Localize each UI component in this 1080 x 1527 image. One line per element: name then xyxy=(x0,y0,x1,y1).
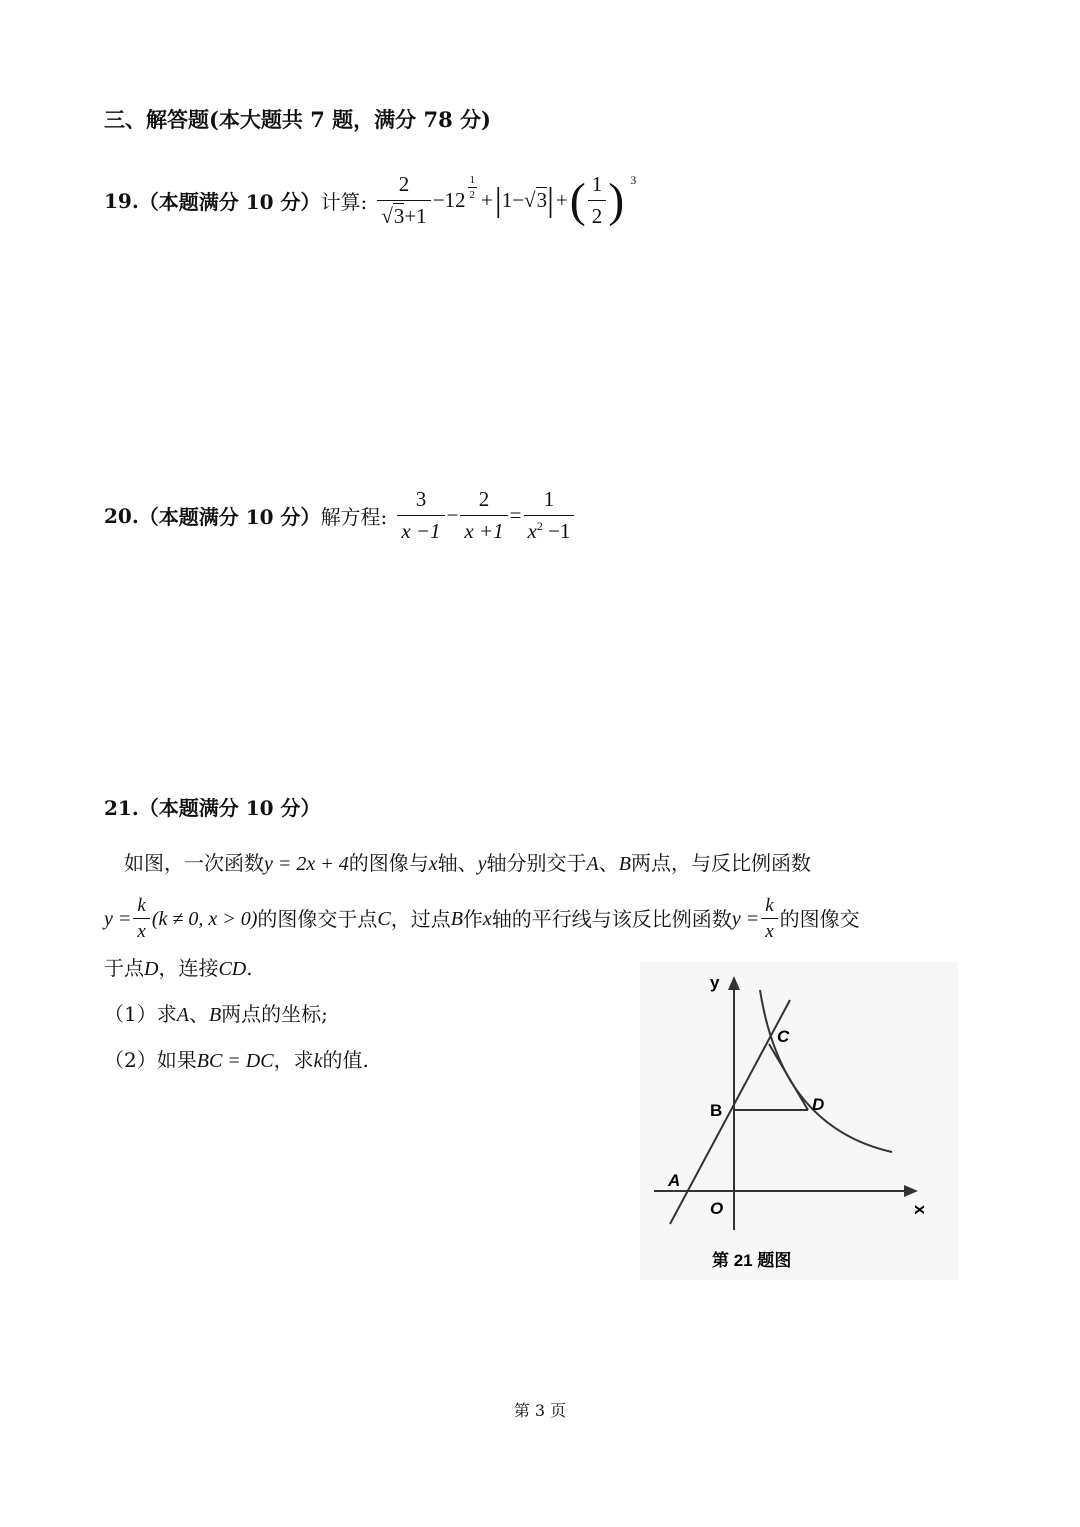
q19-frac-den: √3+1 xyxy=(377,200,430,229)
figure-caption: 第 21 题图 xyxy=(712,1251,792,1270)
question-21-header xyxy=(104,792,321,821)
label-x: x xyxy=(911,1205,930,1215)
q19-minus-12: −12 xyxy=(432,188,466,212)
q19-frac-num: 2 xyxy=(398,172,410,196)
paren-left: ( xyxy=(569,173,586,227)
q20-number: 20. xyxy=(104,503,139,528)
q19-half: $\frac{1}{2}$ xyxy=(588,172,607,229)
q19-fraction xyxy=(377,172,430,229)
question-20 xyxy=(104,487,576,544)
label-D: D xyxy=(812,1095,825,1114)
label-C: C xyxy=(777,1027,790,1046)
q19-points: （本题满分 10 分） xyxy=(138,190,321,214)
q19-number: 19. xyxy=(104,188,139,213)
q20-points: （本题满分 10 分） xyxy=(138,505,321,529)
question-19 xyxy=(104,172,636,229)
label-B: B xyxy=(710,1101,723,1120)
q19-exponent: $\frac{1}{2}$ xyxy=(469,174,476,201)
q21-line-3: 于点D，连接CD. xyxy=(104,956,253,980)
abs-bar-left: | xyxy=(494,181,502,219)
q19-expression xyxy=(375,172,636,229)
q20-equals: = xyxy=(509,503,522,527)
q21-part-1: （1）求A、B两点的坐标; xyxy=(104,1002,328,1026)
q20-equation xyxy=(395,487,576,544)
abs-bar-right: | xyxy=(547,181,554,219)
q20-instruction: 解方程: xyxy=(320,505,388,529)
q21-line-2: y = $\frac{k}{x}$ (k ≠ 0, x > 0) 的图像交于点 C ，过点 B 作 x 轴的平行线与该反比例函数 y = $\frac{k}{x}$ 的图像交 xyxy=(104,895,860,942)
q21-line-1: 如图，一次函数y = 2x + 4的图像与x轴、y轴分别交于A、B两点，与反比例函数 xyxy=(124,851,811,875)
label-A: A xyxy=(668,1171,681,1190)
q19-plus-2: + xyxy=(555,188,568,212)
q19-cube: 3 xyxy=(630,173,637,187)
label-O: O xyxy=(710,1199,724,1218)
label-y: y xyxy=(710,973,720,992)
q21-figure xyxy=(640,962,958,1280)
figure-background xyxy=(640,962,958,1280)
page-number: 第 3 页 xyxy=(513,1401,567,1420)
q20-fraction-1: $\frac{3}{x -1}$ xyxy=(397,487,444,544)
q19-instruction: 计算: xyxy=(320,190,368,214)
paren-right: ) xyxy=(608,173,625,227)
q19-abs-inner: 1−√3 xyxy=(501,188,548,212)
q21-part-2: （2）如果BC = DC，求k的值. xyxy=(104,1048,369,1072)
q20-fraction-2: $\frac{2}{x +1}$ xyxy=(460,487,507,544)
q21-points: （本题满分 10 分） xyxy=(138,796,321,820)
q20-minus: − xyxy=(446,503,459,527)
q21-number: 21. xyxy=(104,796,139,820)
q19-plus-1: + xyxy=(481,188,493,212)
q20-fraction-3: $\frac{1}{x^2 -1}$ xyxy=(524,487,575,544)
section-title: 三、解答题(本大题共 7 题，满分 78 分) xyxy=(104,107,491,132)
